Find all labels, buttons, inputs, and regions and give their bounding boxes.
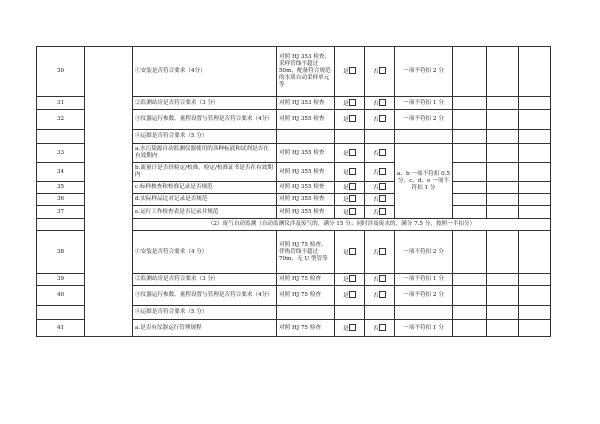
check-item: a.水污染源自动监测仪器使用的各种标液和试剂是否在有效期内 [133, 144, 277, 163]
row-number: 30 [37, 47, 85, 97]
blank-cell [519, 306, 551, 320]
blank-cell [487, 47, 519, 97]
blank-cell [487, 306, 519, 320]
check-method: 对照 HJ 355 检查 [277, 163, 335, 182]
check-method: 对照 HJ 355 检查 [277, 194, 335, 206]
blank-cell [335, 130, 365, 144]
score-cell[interactable] [453, 274, 487, 286]
no-checkbox[interactable] [379, 149, 386, 156]
blank-cell [519, 194, 551, 206]
yes-checkbox[interactable] [349, 291, 356, 298]
blank-cell [519, 274, 551, 286]
check-method: 对照 HJ 75 检查 [277, 286, 335, 306]
blank-cell [487, 130, 519, 144]
blank-cell [487, 182, 519, 194]
row-number: 37 [37, 206, 85, 219]
no-checkbox[interactable] [379, 115, 386, 122]
blank-cell [519, 286, 551, 306]
score-cell[interactable] [453, 286, 487, 306]
no-option[interactable]: 否 [365, 231, 395, 274]
blank-cell [365, 306, 395, 320]
blank-cell [519, 182, 551, 194]
check-item: ①安装是否符合要求（4分） [133, 47, 277, 97]
deduction-rule: 一项不符扣 2 分 [395, 231, 453, 274]
row-number: 31 [37, 97, 85, 110]
check-method: 对照 HJ 355 检查 [277, 144, 335, 163]
no-checkbox[interactable] [379, 67, 386, 74]
no-checkbox[interactable] [379, 195, 386, 202]
no-checkbox[interactable] [379, 324, 386, 331]
check-method: 对照 HJ 355 检查 [277, 206, 335, 219]
deduction-rule: 一项不符扣 1 分 [395, 274, 453, 286]
blank-cell [487, 163, 519, 182]
yes-option[interactable]: 是 [335, 320, 365, 337]
blank-cell [365, 130, 395, 144]
yes-option[interactable]: 是 [335, 182, 365, 194]
blank-cell [487, 286, 519, 306]
row-number: 34 [37, 163, 85, 182]
yes-option[interactable]: 是 [335, 286, 365, 306]
yes-option[interactable]: 是 [335, 47, 365, 97]
check-method: 对照 HJ 75 检查 [277, 274, 335, 286]
check-item: ②监测站房是否符合要求（3 分） [133, 274, 277, 286]
deduction-rule: 一项不符扣 2 分 [395, 47, 453, 97]
blank-cell [519, 320, 551, 337]
row-number: 33 [37, 144, 85, 163]
check-method: 对照 HJ 353 检查，采样管线不超过50m，配备符合规范的水质自动采样单元等 [277, 47, 335, 97]
no-checkbox[interactable] [379, 168, 386, 175]
score-cell[interactable] [453, 47, 487, 97]
blank-cell [519, 163, 551, 182]
section-heading: （2）废气自动监测（自动监测仪涉及废气的，满分 15 分；同时涉及废水的，满分 7.5 分，按照一半扣分） [133, 219, 551, 231]
row-number: 32 [37, 110, 85, 130]
score-cell[interactable] [453, 110, 487, 130]
row-number: 35 [37, 182, 85, 194]
check-item: ③仪器运行参数、量程设置与管理是否符合要求（4分） [133, 286, 277, 306]
score-cell[interactable] [453, 194, 487, 206]
blank-cell [519, 206, 551, 219]
blank-cell [519, 47, 551, 97]
no-checkbox[interactable] [379, 183, 386, 190]
score-cell[interactable] [453, 163, 487, 182]
no-checkbox[interactable] [379, 208, 386, 215]
no-option[interactable]: 否 [365, 320, 395, 337]
check-method: 对照 HJ 75 检查，伴热管线不超过70m，无 U 型管等 [277, 231, 335, 274]
blank-cell [519, 231, 551, 274]
blank-cell [335, 306, 365, 320]
deduction-rule: 一项不符扣 1 分 [395, 97, 453, 110]
category-cell [85, 47, 133, 337]
subheading: ④运维是否符合要求（5 分） [133, 130, 277, 144]
yes-option[interactable]: 是 [335, 110, 365, 130]
score-cell[interactable] [453, 206, 487, 219]
check-method: 对照 HJ 355 检查 [277, 110, 335, 130]
blank-cell [487, 97, 519, 110]
no-option[interactable]: 否 [365, 286, 395, 306]
blank-cell [453, 130, 487, 144]
row-number: 40 [37, 286, 85, 306]
deduction-rule: 一项不符扣 2 分 [395, 110, 453, 130]
yes-checkbox[interactable] [349, 324, 356, 331]
yes-option[interactable]: 是 [335, 163, 365, 182]
no-option[interactable]: 否 [365, 110, 395, 130]
subheading: ④运维是否符合要求（5 分） [133, 306, 277, 320]
check-item: ②监测站房是否符合要求（3 分） [133, 97, 277, 110]
no-option[interactable]: 否 [365, 163, 395, 182]
blank-cell [519, 144, 551, 163]
score-cell[interactable] [453, 231, 487, 274]
check-item: b.流量计是否经检定/校准，检定/校准证书是否在有效期内 [133, 163, 277, 182]
yes-checkbox[interactable] [349, 168, 356, 175]
blank-cell [37, 306, 85, 320]
yes-option[interactable]: 是 [335, 274, 365, 286]
blank-cell [487, 231, 519, 274]
check-item: ③仪器运行参数、量程设置与管理是否符合要求（4分） [133, 110, 277, 130]
check-item: e.运行工作检查表是否记录并规范 [133, 206, 277, 219]
yes-option[interactable]: 是 [335, 231, 365, 274]
blank-cell [277, 306, 335, 320]
yes-checkbox[interactable] [349, 183, 356, 190]
blank-cell [395, 306, 453, 320]
blank-cell [487, 206, 519, 219]
blank-cell [519, 110, 551, 130]
row-number: 41 [37, 320, 85, 337]
blank-cell [519, 130, 551, 144]
no-option[interactable]: 否 [365, 97, 395, 110]
check-item: c.标样核查和校准记录是否规范 [133, 182, 277, 194]
no-option[interactable]: 否 [365, 206, 395, 219]
check-method: 对照 HJ 75 检查 [277, 320, 335, 337]
yes-checkbox[interactable] [349, 195, 356, 202]
no-checkbox[interactable] [379, 275, 386, 282]
check-item: ①安装是否符合要求（4 分） [133, 231, 277, 274]
row-number: 39 [37, 274, 85, 286]
score-cell[interactable] [453, 320, 487, 337]
blank-cell [395, 130, 453, 144]
yes-checkbox[interactable] [349, 208, 356, 215]
blank-cell [277, 130, 335, 144]
blank-cell [487, 194, 519, 206]
no-checkbox[interactable] [379, 248, 386, 255]
check-item: a.是否有仪器运行管理规程 [133, 320, 277, 337]
no-option[interactable]: 否 [365, 144, 395, 163]
blank-cell [487, 320, 519, 337]
inspection-table [36, 46, 551, 337]
blank-cell [487, 144, 519, 163]
yes-checkbox[interactable] [349, 99, 356, 106]
no-option[interactable]: 否 [365, 182, 395, 194]
score-cell[interactable] [453, 182, 487, 194]
blank-cell [519, 97, 551, 110]
blank-cell [487, 274, 519, 286]
blank-cell [453, 306, 487, 320]
row-number: 36 [37, 194, 85, 206]
table-row [37, 47, 551, 97]
deduction-rule: 一项不符扣 2 分 [395, 286, 453, 306]
no-option[interactable]: 否 [365, 47, 395, 97]
blank-cell [37, 219, 85, 231]
blank-cell [487, 110, 519, 130]
no-checkbox[interactable] [379, 291, 386, 298]
check-item: d.实际样品比对记录是否规范 [133, 194, 277, 206]
blank-cell [37, 130, 85, 144]
yes-option[interactable]: 是 [335, 194, 365, 206]
check-method: 对照 HJ 353 检查 [277, 97, 335, 110]
row-number: 38 [37, 231, 85, 274]
yes-option[interactable]: 是 [335, 206, 365, 219]
deduction-rule: 一项不符扣 1 分 [395, 320, 453, 337]
yes-option[interactable]: 是 [335, 144, 365, 163]
yes-checkbox[interactable] [349, 67, 356, 74]
yes-checkbox[interactable] [349, 115, 356, 122]
no-option[interactable]: 否 [365, 274, 395, 286]
no-option[interactable]: 否 [365, 194, 395, 206]
check-method: 对照 HJ 355 检查 [277, 182, 335, 194]
yes-checkbox[interactable] [349, 248, 356, 255]
deduction-rule-merged: a、b 一项不符扣 0.5 分，c、d、e 一项不符扣 1 分 [395, 144, 453, 219]
yes-checkbox[interactable] [349, 275, 356, 282]
score-cell[interactable] [453, 144, 487, 163]
yes-option[interactable]: 是 [335, 97, 365, 110]
yes-checkbox[interactable] [349, 149, 356, 156]
score-cell[interactable] [453, 97, 487, 110]
no-checkbox[interactable] [379, 99, 386, 106]
